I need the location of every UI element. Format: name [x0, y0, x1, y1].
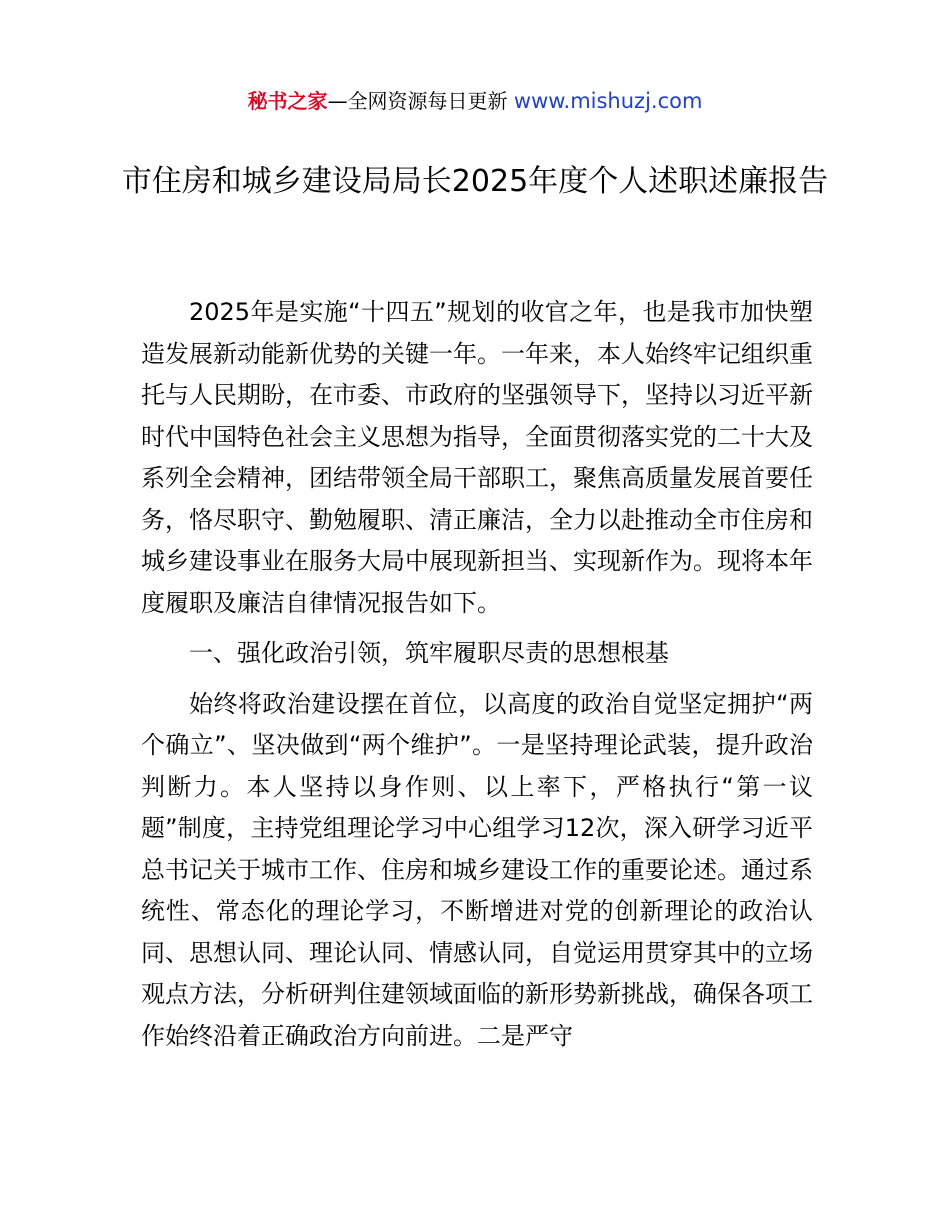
document-body [141, 292, 813, 1057]
intro-paragraph: 2025年是实施“十四五”规划的收官之年，也是我市加快塑造发展新动能新优势的关键一年。一年来，本人始终牢记组织重托与人民期盼，在市委、市政府的坚强领导下，坚持以习近平新时代中国特色社会主义思想为指导，全面贯彻落实党的二十大及系列全会精神，团结带领全局干部职工，聚焦高质量发展首要任务，恪尽职守、勤勉履职、清正廉洁，全力以赴推动全市住房和城乡建设事业在服务大局中展现新担当、实现新作为。现将本年度履职及廉洁自律情况报告如下。 [141, 298, 813, 617]
document-title: 市住房和城乡建设局局长2025年度个人述职述廉报告 [121, 164, 829, 199]
section-heading: 一、强化政治引领，筑牢履职尽责的思想根基 [189, 639, 669, 667]
site-url-link[interactable]: www.mishuzj.com [513, 89, 703, 113]
site-slogan: —全网资源每日更新 [327, 89, 514, 113]
body-paragraph: 始终将政治建设摆在首位，以高度的政治自觉坚定拥护“两个确立”、坚决做到“两个维护”。一是坚持理论武装，提升政治判断力。本人坚持以身作则、以上率下，严格执行“第一议题”制度，主持党组理论学习中心组学习12次，深入研学习近平总书记关于城市工作、住房和城乡建设工作的重要论述。通过系统性、常态化的理论学习，不断增进对党的创新理论的政治认同、思想认同、理论认同、情感认同，自觉运用贯穿其中的立场观点方法，分析研判住建领域面临的新形势新挑战，确保各项工作始终沿着正确政治方向前进。二是严守 [141, 689, 813, 1050]
site-header [0, 86, 950, 116]
site-name: 秘书之家 [247, 89, 328, 113]
